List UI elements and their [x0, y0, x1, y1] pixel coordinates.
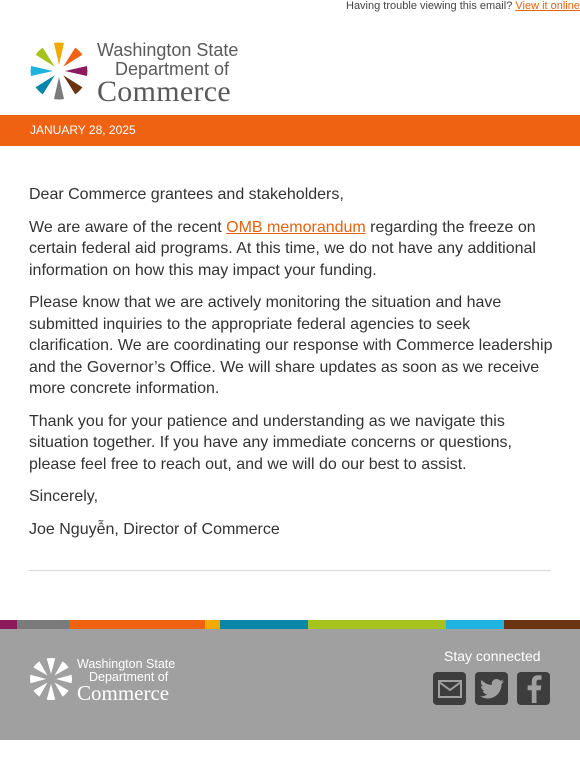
social-links	[433, 672, 550, 705]
closing: Sincerely,	[29, 488, 99, 505]
stripe-segment	[504, 620, 580, 629]
logo-wordmark	[97, 40, 238, 106]
email-date: JANUARY 28, 2025	[30, 123, 136, 137]
date-banner	[0, 115, 580, 146]
footer-logo-line-3: Commerce	[77, 681, 170, 705]
stay-connected-label: Stay connected	[444, 648, 541, 664]
email-icon	[438, 680, 462, 698]
stripe-segment	[17, 620, 69, 629]
logo-line-2: Department of	[115, 59, 230, 79]
stripe-segment	[308, 620, 446, 629]
email-footer	[0, 629, 580, 740]
commerce-logo-icon	[28, 40, 90, 102]
email-header	[0, 14, 580, 115]
trouble-viewing-text: Having trouble viewing this email?	[346, 0, 513, 12]
signature: Joe Nguyễn, Director of Commerce	[29, 520, 280, 538]
paragraph-2: Please know that we are actively monitoring the situation and have submitted inquiries to the appropriate federal agencies to seek clarification. We are coordinating our response with Commerce leadership and the Governor’s Office. We will share updates as soon as we receive more concrete information.	[29, 294, 553, 397]
footer-logo-line-2: Department of	[89, 670, 169, 684]
paragraph-1-start: We are aware of the recent	[29, 218, 227, 236]
paragraph-1	[29, 217, 554, 282]
footer-logo-icon	[29, 657, 73, 701]
footer-logo-wordmark	[77, 657, 175, 703]
stripe-segment	[69, 620, 205, 629]
color-stripe	[0, 620, 580, 629]
greeting: Dear Commerce grantees and stakeholders,	[29, 186, 344, 203]
footer-logo-line-1: Washington State	[77, 657, 176, 671]
content-divider	[29, 570, 551, 571]
logo-line-1: Washington State	[97, 40, 239, 60]
view-online-bar	[0, 0, 580, 14]
paragraph-3: Thank you for your patience and understanding as we navigate this situation together. If you have any immediate concerns or questions, please feel free to reach out, and we will do our best to assist.	[29, 412, 512, 473]
stripe-segment	[220, 620, 308, 629]
facebook-icon	[526, 675, 542, 703]
omb-memorandum-link[interactable]: OMB memorandum	[226, 218, 366, 236]
stripe-segment	[0, 620, 17, 629]
stripe-segment	[205, 620, 220, 629]
email-body	[29, 184, 554, 551]
logo-line-3: Commerce	[97, 75, 232, 108]
paragraph-1-end: regarding the freeze on certain federal aid programs. At this time, we do not have any additional information on how this may impact your funding.	[29, 218, 536, 279]
twitter-button[interactable]	[475, 672, 508, 705]
email-share-button[interactable]	[433, 672, 466, 705]
stripe-segment	[446, 620, 504, 629]
view-online-link[interactable]: View it online	[515, 0, 580, 12]
facebook-button[interactable]	[517, 672, 550, 705]
twitter-icon	[480, 679, 504, 699]
